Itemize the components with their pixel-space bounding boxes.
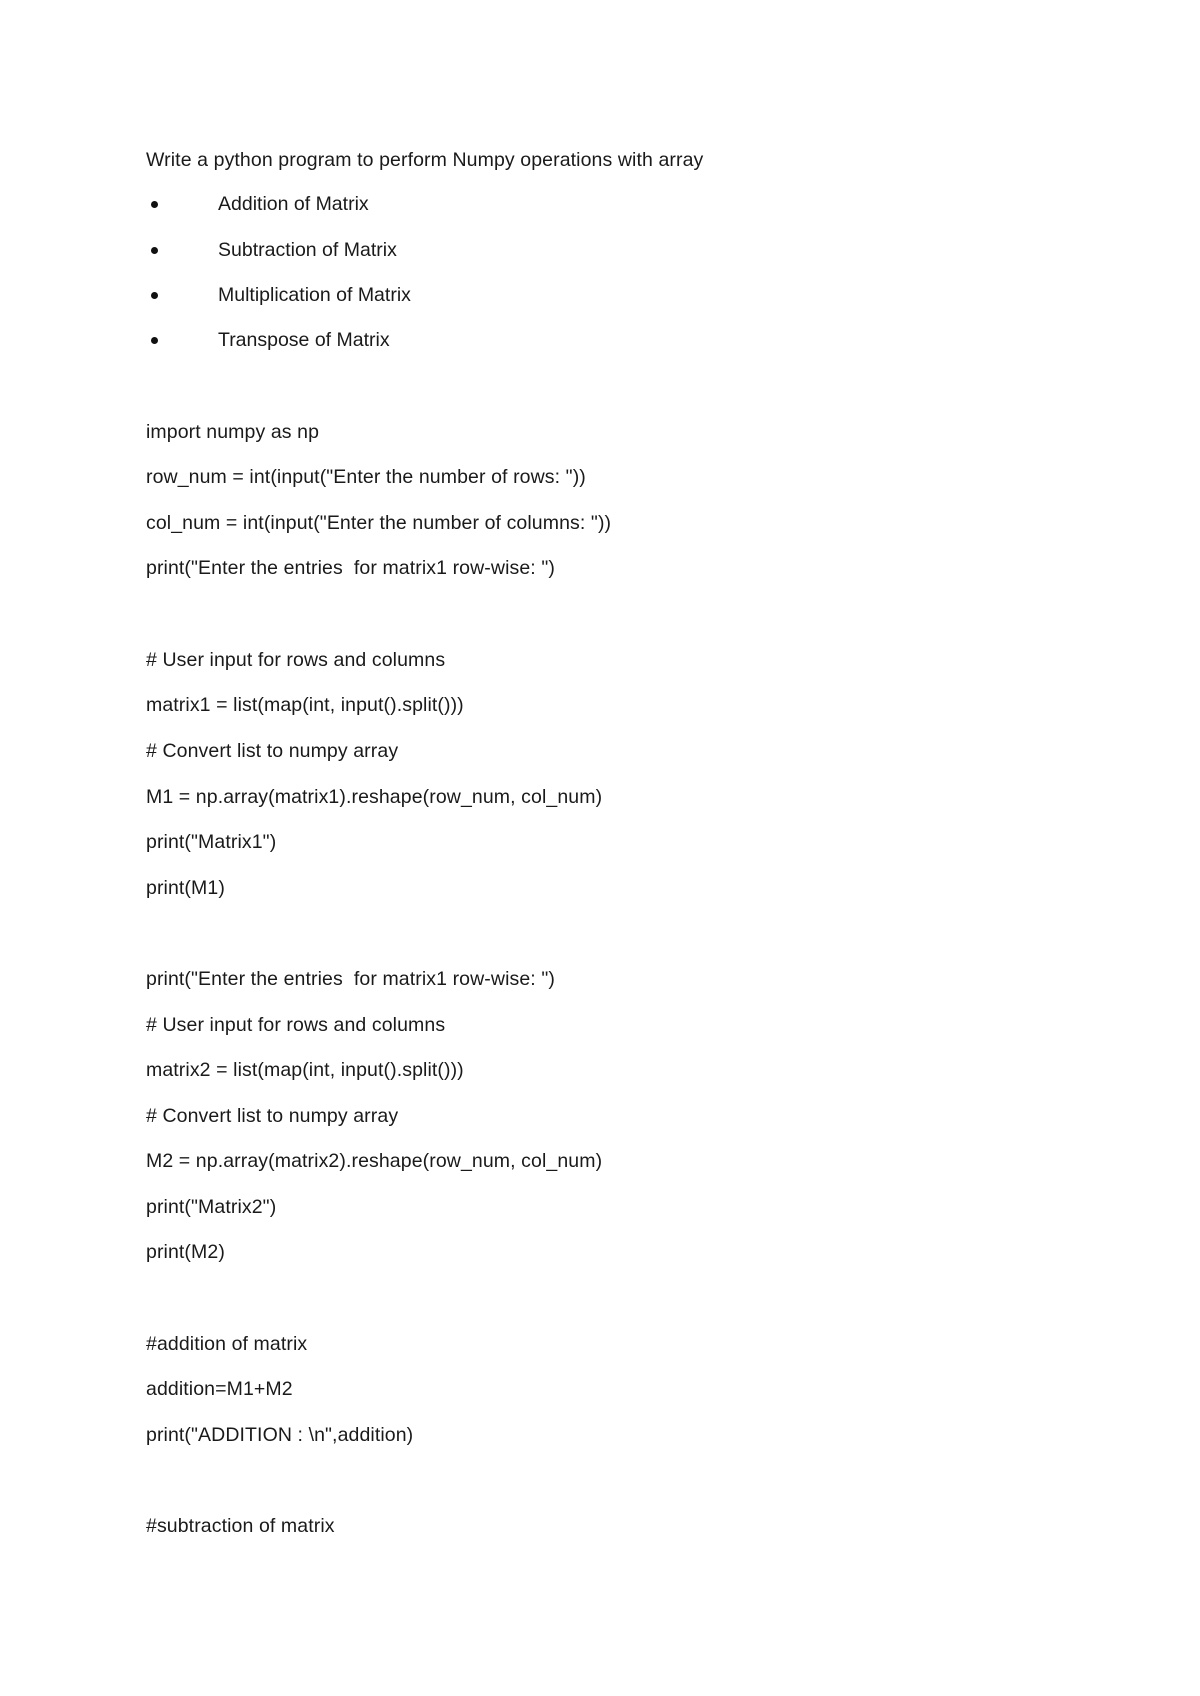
document-heading: Write a python program to perform Numpy operations with array [146,149,704,171]
code-line: print("Enter the entries for matrix1 row-wise: ") [146,557,555,579]
bullet-item-label: Multiplication of Matrix [218,284,411,306]
code-comment: # User input for rows and columns [146,649,446,671]
code-line: addition=M1+M2 [146,1378,293,1400]
bullet-dot-icon [151,247,158,254]
code-comment: #addition of matrix [146,1333,308,1355]
bullet-item [146,328,390,352]
code-line: print(M2) [146,1241,225,1263]
code-comment: # Convert list to numpy array [146,740,399,762]
bullet-dot-icon [151,292,158,299]
bullet-dot-icon [151,337,158,344]
code-line: print("Enter the entries for matrix1 row-wise: ") [146,968,555,990]
code-line: print("Matrix2") [146,1196,277,1218]
code-comment: #subtraction of matrix [146,1515,335,1537]
code-line: M1 = np.array(matrix1).reshape(row_num, col_num) [146,786,603,808]
code-comment: # User input for rows and columns [146,1014,446,1036]
code-line: print("Matrix1") [146,831,277,853]
code-line: print("ADDITION : \n",addition) [146,1424,414,1446]
bullet-item [146,238,397,262]
code-line: print(M1) [146,877,225,899]
code-line: M2 = np.array(matrix2).reshape(row_num, col_num) [146,1150,603,1172]
code-comment: # Convert list to numpy array [146,1105,399,1127]
bullet-item [146,192,369,216]
code-line: matrix2 = list(map(int, input().split())) [146,1059,464,1081]
code-line: row_num = int(input("Enter the number of rows: ")) [146,466,586,488]
code-line: col_num = int(input("Enter the number of columns: ")) [146,512,612,534]
bullet-item [146,283,411,307]
bullet-item-label: Transpose of Matrix [218,329,390,351]
bullet-dot-icon [151,201,158,208]
bullet-item-label: Subtraction of Matrix [218,239,397,261]
bullet-item-label: Addition of Matrix [218,193,369,215]
code-line: matrix1 = list(map(int, input().split())) [146,694,464,716]
code-line: import numpy as np [146,421,320,443]
